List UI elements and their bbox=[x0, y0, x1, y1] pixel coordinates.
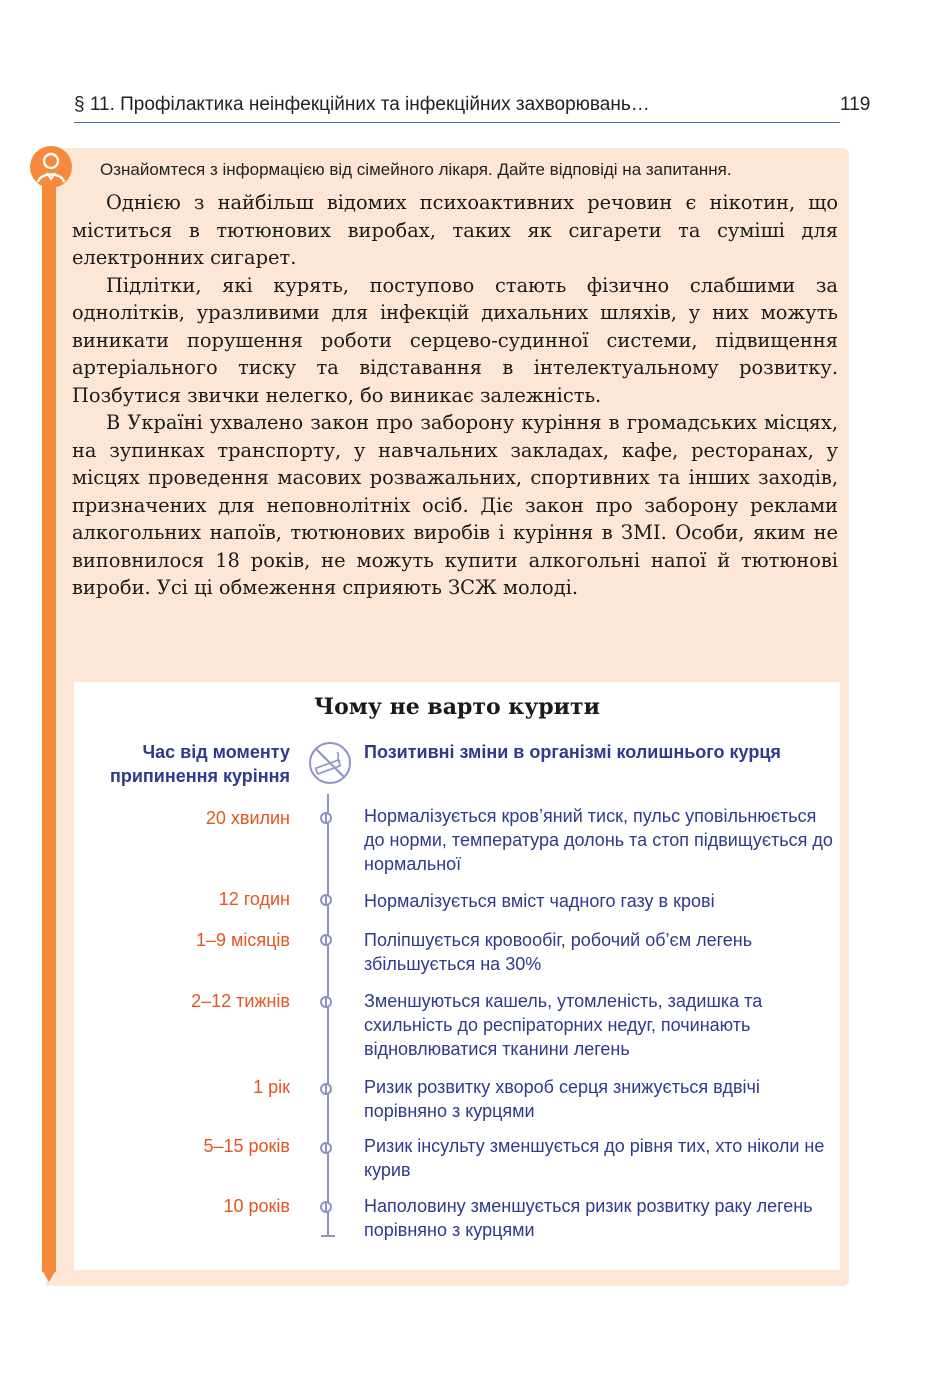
timeline-desc-2: Нормалізується вміст чадного газу в крові bbox=[364, 891, 715, 911]
side-bar-arrow-icon bbox=[42, 1270, 56, 1282]
timeline-dot-2 bbox=[320, 894, 332, 906]
timeline-time-7: 10 років bbox=[223, 1196, 290, 1216]
no-smoking-icon bbox=[307, 740, 353, 786]
timeline-desc-6: Ризик інсульту зменшується до рівня тих, хто ніколи не курив bbox=[364, 1136, 825, 1180]
timeline-desc-5: Ризик розвитку хвороб серця знижується вдвічі порівняно з курцями bbox=[364, 1077, 760, 1121]
timeline-dot-5 bbox=[320, 1083, 332, 1095]
changes-column-heading: Позитивні зміни в організмі колишнього курця bbox=[364, 742, 781, 762]
panel-intro: Ознайомтеся з інформацією від сімейного лікаря. Дайте відповіді на запитання. bbox=[100, 160, 732, 179]
panel-side-bar bbox=[42, 176, 56, 1272]
timeline-desc-1: Нормалізується кров’яний тиск, пульс уповільнюється до норми, температура долонь та стоп підвищується до нормальної bbox=[364, 806, 833, 874]
timeline-dot-4 bbox=[320, 996, 332, 1008]
timeline-desc-7: Наполовину зменшується ризик розвитку раку легень порівняно з курцями bbox=[364, 1196, 813, 1240]
page-number: 119 bbox=[840, 94, 871, 115]
paragraph-1: Однією з найбільш відомих психоактивних речовин є нікотин, що міститься в тютюнових виробах, таких як сигарети та суміші для електронних сигарет. bbox=[72, 191, 838, 269]
timeline-end bbox=[321, 1235, 335, 1237]
timeline-time-3: 1–9 місяців bbox=[195, 930, 290, 950]
timeline-dot-3 bbox=[320, 934, 332, 946]
time-column-heading: Час від моменту припинення куріння bbox=[109, 742, 290, 786]
timeline-dot-6 bbox=[320, 1142, 332, 1154]
doctor-icon bbox=[30, 146, 72, 188]
card-title: Чому не варто курити bbox=[314, 694, 600, 720]
paragraph-3: В Україні ухвалено закон про заборону куріння в громадських місцях, на зупинках транспорту, у навчальних закладах, кафе, ресторанах, у місцях проведення масових розважальних, спортивних та інших заходів, призначених для неповнолітніх осіб. Діє закон про заборону реклами алкогольних напоїв, тютюнових виробів і куріння в ЗМІ. Особи, яким не виповнилося 18 років, не можуть купити алкогольні напої й тютюнові вироби. Усі ці обмеження сприяють ЗСЖ молоді. bbox=[72, 411, 838, 599]
timeline-time-2: 12 годин bbox=[218, 889, 290, 909]
timeline-time-4: 2–12 тижнів bbox=[191, 991, 290, 1011]
timeline-dot-1 bbox=[320, 812, 332, 824]
timeline-line bbox=[327, 794, 329, 1236]
running-title: § 11. Профілактика неінфекційних та інфекційних захворювань… bbox=[74, 94, 840, 123]
paragraph-2: Підлітки, які курять, поступово стають фізично слабшими за однолітків, уразливими для інфекцій дихальних шляхів, у них можуть виникати порушення роботи серцево-судинної системи, підвищення артеріального тиску та відставання в інтелектуальному розвитку. Позбутися звички нелегко, бо виникає залежність. bbox=[72, 273, 838, 407]
timeline-dot-7 bbox=[320, 1201, 332, 1213]
timeline-desc-3: Поліпшується кровообіг, робочий об’єм легень збільшується на 30% bbox=[364, 930, 753, 974]
quit-smoking-card bbox=[74, 682, 840, 1270]
panel-body-text bbox=[72, 189, 838, 602]
timeline-time-1: 20 хвилин bbox=[205, 808, 290, 828]
timeline-time-5: 1 рік bbox=[253, 1077, 290, 1097]
timeline-desc-4: Зменшуються кашель, утомленість, задишка та схильність до респіраторних недуг, починають відновлюватися тканини легень bbox=[364, 991, 763, 1059]
timeline-time-6: 5–15 років bbox=[203, 1136, 290, 1156]
